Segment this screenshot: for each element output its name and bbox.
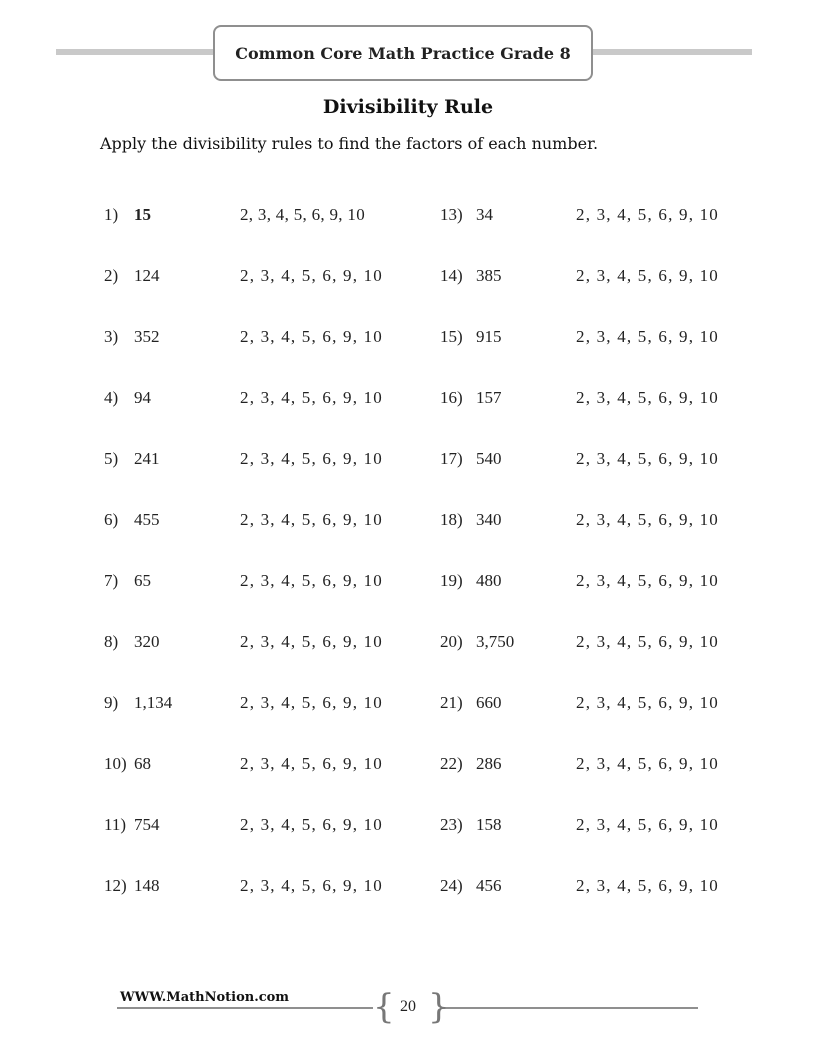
problem-number: 11) [104, 815, 127, 834]
problem-value: 15 [134, 205, 151, 224]
factor-choices: 2, 3, 4, 5, 6, 9, 10 [240, 510, 383, 529]
header-title: Common Core Math Practice Grade 8 [235, 43, 571, 63]
factor-choices: 2, 3, 4, 5, 6, 9, 10 [240, 632, 383, 651]
factor-choices: 2, 3, 4, 5, 6, 9, 10 [240, 571, 383, 590]
problem-value: 352 [134, 327, 160, 346]
problem-row [0, 571, 816, 601]
problem-value: 65 [134, 571, 151, 590]
left-brace-icon: { [373, 987, 395, 1027]
factor-choices: 2, 3, 4, 5, 6, 9, 10 [240, 815, 383, 834]
page-number: 20 [400, 998, 416, 1015]
factor-choices: 2, 3, 4, 5, 6, 9, 10 [576, 632, 719, 651]
problem-value: 660 [476, 693, 502, 712]
factor-choices: 2, 3, 4, 5, 6, 9, 10 [576, 266, 719, 285]
factor-choices: 2, 3, 4, 5, 6, 9, 10 [240, 205, 365, 224]
factor-choices: 2, 3, 4, 5, 6, 9, 10 [576, 205, 719, 224]
page-title: Divisibility Rule [322, 96, 494, 118]
factor-choices: 2, 3, 4, 5, 6, 9, 10 [576, 327, 719, 346]
factor-choices: 2, 3, 4, 5, 6, 9, 10 [240, 266, 383, 285]
problem-value: 456 [476, 876, 502, 895]
problem-number: 14) [440, 266, 463, 285]
factor-choices: 2, 3, 4, 5, 6, 9, 10 [240, 449, 383, 468]
factor-choices: 2, 3, 4, 5, 6, 9, 10 [240, 388, 383, 407]
right-brace-icon: } [428, 987, 450, 1027]
problem-number: 16) [440, 388, 463, 407]
problem-number: 9) [104, 693, 119, 712]
problem-number: 5) [104, 449, 119, 468]
factor-choices: 2, 3, 4, 5, 6, 9, 10 [576, 571, 719, 590]
problem-number: 21) [440, 693, 463, 712]
footer-rule-right [440, 1007, 698, 1009]
problem-value: 241 [134, 449, 160, 468]
problem-row [0, 754, 816, 784]
problem-row [0, 815, 816, 845]
factor-choices: 2, 3, 4, 5, 6, 9, 10 [576, 388, 719, 407]
problem-number: 4) [104, 388, 119, 407]
problem-number: 3) [104, 327, 119, 346]
footer-website: WWW.MathNotion.com [120, 990, 290, 1005]
problem-number: 17) [440, 449, 463, 468]
problem-value: 157 [476, 388, 502, 407]
problem-value: 148 [134, 876, 160, 895]
header-rule-left [56, 49, 216, 55]
problem-number: 7) [104, 571, 119, 590]
problem-value: 480 [476, 571, 502, 590]
problem-number: 2) [104, 266, 119, 285]
problem-value: 915 [476, 327, 502, 346]
problem-number: 22) [440, 754, 463, 773]
problem-value: 754 [134, 815, 160, 834]
factor-choices: 2, 3, 4, 5, 6, 9, 10 [240, 327, 383, 346]
problem-number: 18) [440, 510, 463, 529]
problem-value: 320 [134, 632, 160, 651]
problem-number: 6) [104, 510, 119, 529]
factor-choices: 2, 3, 4, 5, 6, 9, 10 [240, 754, 383, 773]
problem-number: 8) [104, 632, 119, 651]
problem-row [0, 388, 816, 418]
problem-value: 68 [134, 754, 151, 773]
problem-row [0, 266, 816, 296]
problem-value: 455 [134, 510, 160, 529]
problem-number: 13) [440, 205, 463, 224]
factor-choices: 2, 3, 4, 5, 6, 9, 10 [576, 815, 719, 834]
problem-number: 20) [440, 632, 463, 651]
problem-row [0, 205, 816, 235]
factor-choices: 2, 3, 4, 5, 6, 9, 10 [576, 449, 719, 468]
problem-row [0, 632, 816, 662]
instructions: Apply the divisibility rules to find the factors of each number. [100, 134, 599, 153]
header-rule-right [592, 49, 752, 55]
factor-choices: 2, 3, 4, 5, 6, 9, 10 [576, 693, 719, 712]
problem-value: 158 [476, 815, 502, 834]
footer-rule-left [117, 1007, 373, 1009]
problem-value: 385 [476, 266, 502, 285]
problem-row [0, 327, 816, 357]
problem-row [0, 449, 816, 479]
problem-number: 1) [104, 205, 119, 224]
problem-value: 1,134 [134, 693, 173, 712]
problem-value: 34 [476, 205, 493, 224]
factor-choices: 2, 3, 4, 5, 6, 9, 10 [576, 754, 719, 773]
problem-row [0, 510, 816, 540]
factor-choices: 2, 3, 4, 5, 6, 9, 10 [240, 876, 383, 895]
factor-choices: 2, 3, 4, 5, 6, 9, 10 [576, 876, 719, 895]
problem-row [0, 693, 816, 723]
problem-value: 540 [476, 449, 502, 468]
problem-number: 19) [440, 571, 463, 590]
problem-value: 3,750 [476, 632, 515, 651]
problem-row [0, 876, 816, 906]
problem-number: 10) [104, 754, 127, 773]
problem-value: 286 [476, 754, 502, 773]
factor-choices: 2, 3, 4, 5, 6, 9, 10 [240, 693, 383, 712]
problem-number: 24) [440, 876, 463, 895]
problem-value: 340 [476, 510, 502, 529]
problem-number: 12) [104, 876, 127, 895]
problem-number: 15) [440, 327, 463, 346]
factor-choices: 2, 3, 4, 5, 6, 9, 10 [576, 510, 719, 529]
problem-number: 23) [440, 815, 463, 834]
problem-value: 124 [134, 266, 160, 285]
problem-value: 94 [134, 388, 151, 407]
header-title-box [213, 25, 593, 81]
